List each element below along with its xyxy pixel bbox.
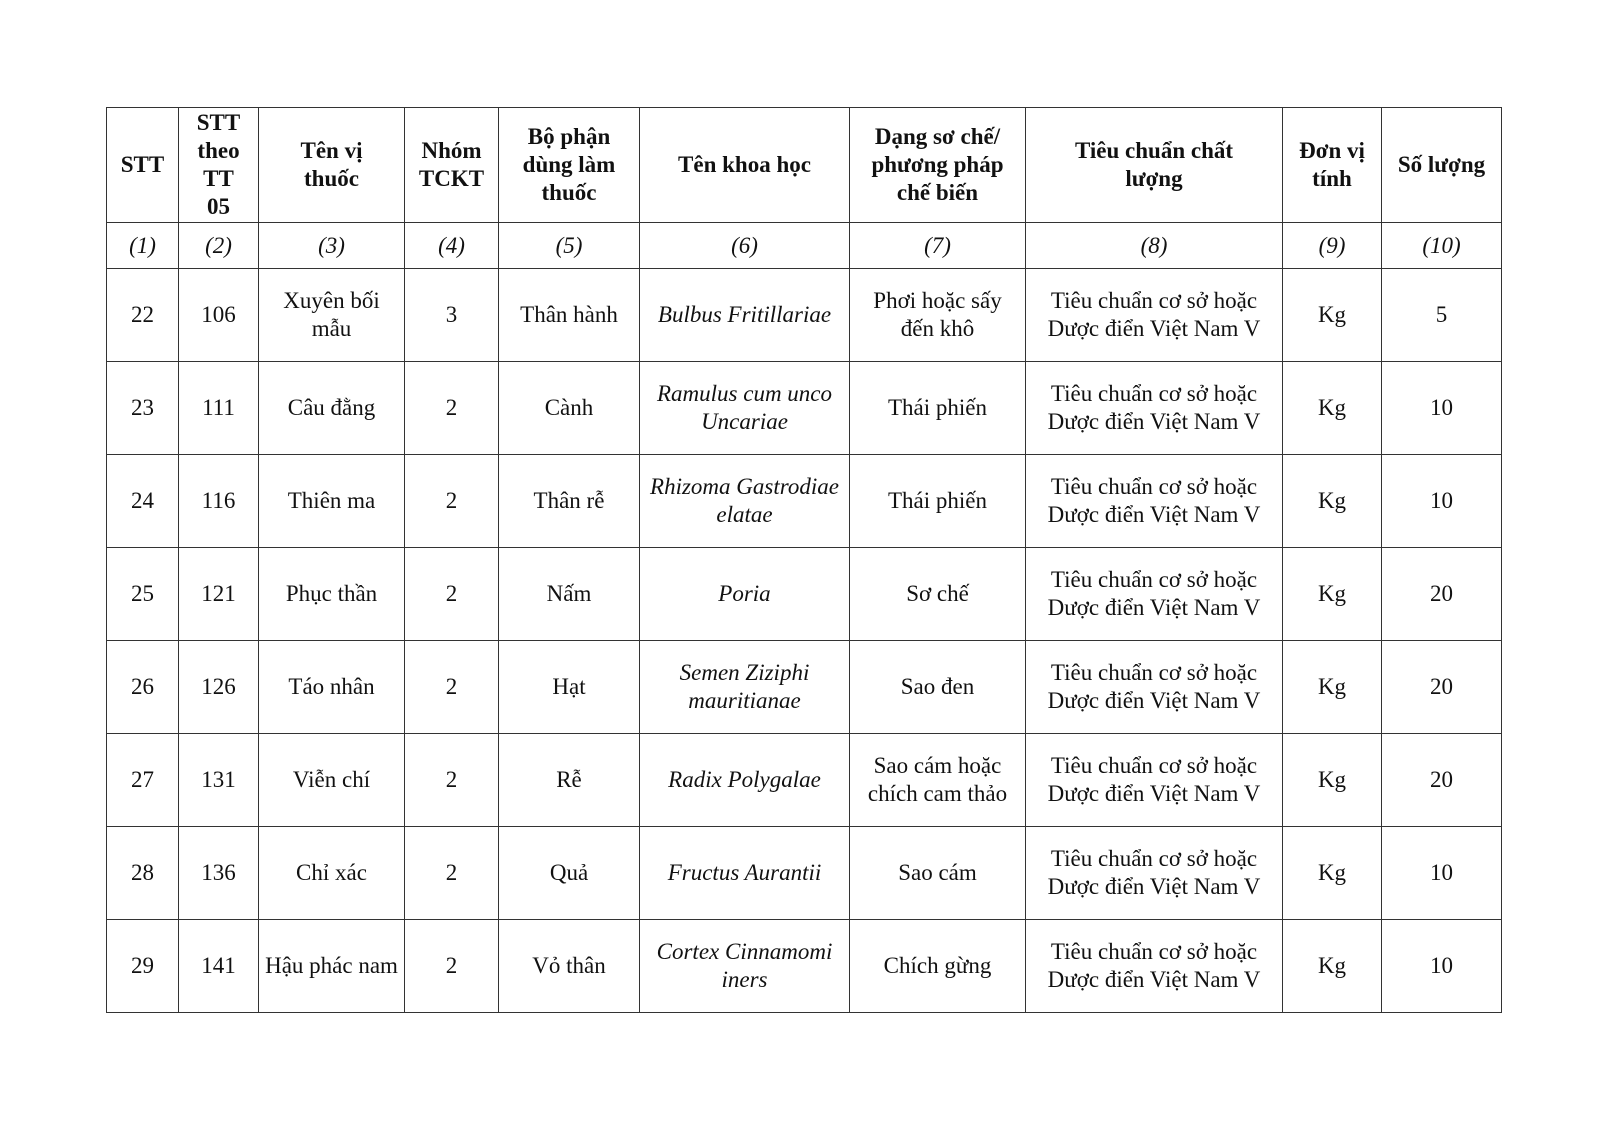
- cell-processing: Sơ chế: [850, 548, 1026, 641]
- cell-quality-standard: Tiêu chuẩn cơ sở hoặc Dược điển Việt Nam V: [1026, 548, 1283, 641]
- cell-stt: 29: [107, 920, 179, 1013]
- cell-unit: Kg: [1283, 827, 1382, 920]
- table-row: [107, 548, 1502, 641]
- cell-quality-standard: Tiêu chuẩn cơ sở hoặc Dược điển Việt Nam V: [1026, 827, 1283, 920]
- cell-unit: Kg: [1283, 455, 1382, 548]
- cell-stt: 22: [107, 269, 179, 362]
- cell-unit: Kg: [1283, 734, 1382, 827]
- cell-scientific-name: Ramulus cum unco Uncariae: [640, 362, 850, 455]
- cell-quality-standard: Tiêu chuẩn cơ sở hoặc Dược điển Việt Nam V: [1026, 920, 1283, 1013]
- cell-group: 2: [405, 641, 499, 734]
- cell-stt: 25: [107, 548, 179, 641]
- cell-stt: 24: [107, 455, 179, 548]
- cell-scientific-name: Cortex Cinnamomi iners: [640, 920, 850, 1013]
- cell-quantity: 10: [1382, 455, 1502, 548]
- cell-group: 2: [405, 920, 499, 1013]
- cell-quantity: 10: [1382, 920, 1502, 1013]
- cell-processing: Sao cám hoặc chích cam thảo: [850, 734, 1026, 827]
- cell-unit: Kg: [1283, 362, 1382, 455]
- column-number: (6): [640, 223, 850, 269]
- cell-processing: Phơi hoặc sấy đến khô: [850, 269, 1026, 362]
- header-name: Tên vị thuốc: [259, 108, 405, 223]
- header-row: [107, 108, 1502, 223]
- cell-stt-tt05: 136: [179, 827, 259, 920]
- cell-group: 3: [405, 269, 499, 362]
- header-stt-tt05: STT theo TT 05: [179, 108, 259, 223]
- table-row: [107, 269, 1502, 362]
- cell-quantity: 20: [1382, 548, 1502, 641]
- cell-quality-standard: Tiêu chuẩn cơ sở hoặc Dược điển Việt Nam V: [1026, 734, 1283, 827]
- cell-unit: Kg: [1283, 548, 1382, 641]
- cell-unit: Kg: [1283, 920, 1382, 1013]
- cell-quantity: 10: [1382, 827, 1502, 920]
- column-number: (8): [1026, 223, 1283, 269]
- cell-processing: Chích gừng: [850, 920, 1026, 1013]
- cell-part: Quả: [499, 827, 640, 920]
- cell-quantity: 20: [1382, 734, 1502, 827]
- cell-stt: 26: [107, 641, 179, 734]
- header-stt: STT: [107, 108, 179, 223]
- cell-stt: 27: [107, 734, 179, 827]
- cell-processing: Thái phiến: [850, 455, 1026, 548]
- header-quantity: Số lượng: [1382, 108, 1502, 223]
- table-row: [107, 734, 1502, 827]
- cell-quality-standard: Tiêu chuẩn cơ sở hoặc Dược điển Việt Nam V: [1026, 269, 1283, 362]
- cell-herb-name: Xuyên bối mẫu: [259, 269, 405, 362]
- cell-processing: Thái phiến: [850, 362, 1026, 455]
- cell-unit: Kg: [1283, 641, 1382, 734]
- cell-quality-standard: Tiêu chuẩn cơ sở hoặc Dược điển Việt Nam V: [1026, 362, 1283, 455]
- cell-quality-standard: Tiêu chuẩn cơ sở hoặc Dược điển Việt Nam V: [1026, 641, 1283, 734]
- cell-processing: Sao cám: [850, 827, 1026, 920]
- cell-processing: Sao đen: [850, 641, 1026, 734]
- column-number: (9): [1283, 223, 1382, 269]
- cell-group: 2: [405, 827, 499, 920]
- cell-scientific-name: Semen Ziziphi mauritianae: [640, 641, 850, 734]
- table-row: [107, 827, 1502, 920]
- cell-stt-tt05: 111: [179, 362, 259, 455]
- cell-stt: 28: [107, 827, 179, 920]
- cell-herb-name: Viễn chí: [259, 734, 405, 827]
- table-row: [107, 362, 1502, 455]
- cell-scientific-name: Rhizoma Gastrodiae elatae: [640, 455, 850, 548]
- header-quality-standard: Tiêu chuẩn chất lượng: [1026, 108, 1283, 223]
- column-number: (4): [405, 223, 499, 269]
- medicinal-herb-table: [106, 107, 1502, 1013]
- cell-herb-name: Thiên ma: [259, 455, 405, 548]
- cell-herb-name: Táo nhân: [259, 641, 405, 734]
- table-row: [107, 455, 1502, 548]
- cell-part: Vỏ thân: [499, 920, 640, 1013]
- cell-scientific-name: Fructus Aurantii: [640, 827, 850, 920]
- cell-part: Thân rễ: [499, 455, 640, 548]
- cell-stt-tt05: 141: [179, 920, 259, 1013]
- table-row: [107, 641, 1502, 734]
- table-row: [107, 920, 1502, 1013]
- cell-stt-tt05: 106: [179, 269, 259, 362]
- cell-unit: Kg: [1283, 269, 1382, 362]
- column-number-row: [107, 223, 1502, 269]
- header-part: Bộ phận dùng làm thuốc: [499, 108, 640, 223]
- header-unit: Đơn vị tính: [1283, 108, 1382, 223]
- cell-herb-name: Phục thần: [259, 548, 405, 641]
- cell-part: Thân hành: [499, 269, 640, 362]
- cell-quantity: 20: [1382, 641, 1502, 734]
- cell-quantity: 10: [1382, 362, 1502, 455]
- cell-stt-tt05: 116: [179, 455, 259, 548]
- cell-herb-name: Hậu phác nam: [259, 920, 405, 1013]
- cell-part: Hạt: [499, 641, 640, 734]
- cell-part: Rễ: [499, 734, 640, 827]
- cell-group: 2: [405, 362, 499, 455]
- cell-stt-tt05: 131: [179, 734, 259, 827]
- cell-stt-tt05: 126: [179, 641, 259, 734]
- column-number: (1): [107, 223, 179, 269]
- cell-group: 2: [405, 734, 499, 827]
- column-number: (7): [850, 223, 1026, 269]
- cell-stt-tt05: 121: [179, 548, 259, 641]
- cell-herb-name: Câu đằng: [259, 362, 405, 455]
- column-number: (3): [259, 223, 405, 269]
- cell-scientific-name: Poria: [640, 548, 850, 641]
- cell-group: 2: [405, 548, 499, 641]
- column-number: (10): [1382, 223, 1502, 269]
- cell-scientific-name: Bulbus Fritillariae: [640, 269, 850, 362]
- cell-scientific-name: Radix Polygalae: [640, 734, 850, 827]
- header-scientific-name: Tên khoa học: [640, 108, 850, 223]
- header-processing: Dạng sơ chế/ phương pháp chế biến: [850, 108, 1026, 223]
- cell-part: Cành: [499, 362, 640, 455]
- column-number: (5): [499, 223, 640, 269]
- header-group: Nhóm TCKT: [405, 108, 499, 223]
- column-number: (2): [179, 223, 259, 269]
- cell-group: 2: [405, 455, 499, 548]
- cell-quality-standard: Tiêu chuẩn cơ sở hoặc Dược điển Việt Nam V: [1026, 455, 1283, 548]
- cell-part: Nấm: [499, 548, 640, 641]
- cell-quantity: 5: [1382, 269, 1502, 362]
- cell-herb-name: Chỉ xác: [259, 827, 405, 920]
- cell-stt: 23: [107, 362, 179, 455]
